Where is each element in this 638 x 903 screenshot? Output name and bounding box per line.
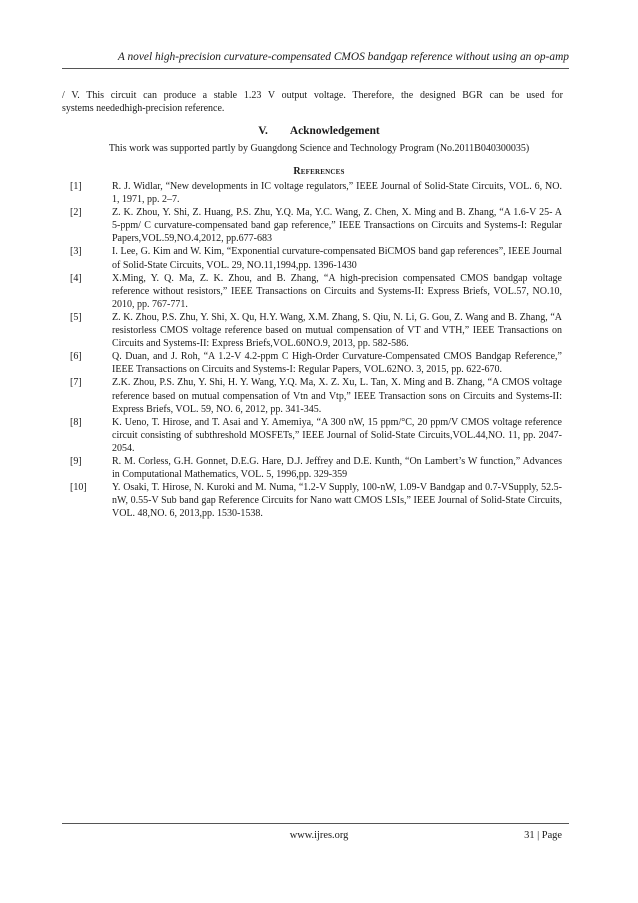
reference-list: [62, 180, 562, 520]
reference-item: [62, 311, 562, 350]
reference-item: [62, 455, 562, 481]
footer-rule: [62, 823, 569, 824]
body-line: systems neededhigh-precision reference.: [62, 103, 225, 115]
reference-text: X.Ming, Y. Q. Ma, Z. K. Zhou, and B. Zhang, “A high-precision compensated CMOS bandgap voltage reference without resistors,” IEEE Transactions on Circuits and Systems-II: Express Briefs, VOL.57, NO.10, 2010, pp. 767-771.: [112, 272, 562, 310]
section-heading-acknowledgement: [0, 125, 638, 138]
body-paragraph: [62, 89, 563, 115]
references-heading: References: [293, 166, 345, 177]
reference-item: [62, 376, 562, 415]
acknowledgement-text: This work was supported partly by Guangdong Science and Technology Program (No.2011B040300035): [108, 143, 530, 154]
reference-item: [62, 350, 562, 376]
reference-item: [62, 206, 562, 245]
reference-number: [3]: [70, 246, 82, 258]
reference-item: [62, 481, 562, 520]
reference-item: [62, 180, 562, 206]
section-title: Acknowledgement: [289, 125, 380, 137]
section-number: V.: [258, 125, 268, 137]
reference-number: [4]: [70, 272, 82, 284]
reference-text: Z. K. Zhou, P.S. Zhu, Y. Shi, X. Qu, H.Y. Wang, X.M. Zhang, S. Qiu, N. Li, G. Gou, Z. Wang and B. Zhang, “A resistorless CMOS voltage reference based on mutual compensation of VT and VTH,” IEEE Transactions on Circuits and Systems-II: Express Briefs,VOL.60NO.9, 2013, pp. 582-586.: [112, 311, 562, 350]
reference-number: [8]: [70, 416, 82, 428]
reference-number: [1]: [70, 181, 82, 192]
reference-number: [2]: [70, 207, 82, 219]
body-line: / V. This circuit can produce a stable 1.23 V output voltage. Therefore, the designed BGR can be used for: [62, 90, 563, 101]
reference-text: Y. Osaki, T. Hirose, N. Kuroki and M. Numa, “1.2-V Supply, 100-nW, 1.09-V Bandgap and 0.7-VSupply, 52.5-nW, 0.55-V Sub band gap Reference Circuits for Nano watt CMOS LSIs,” IEEE Journal of Solid-State Circuits, VOL. 48,NO. 6, 2013,pp. 1530-1538.: [112, 482, 562, 520]
reference-number: [9]: [70, 455, 82, 467]
reference-number: [7]: [70, 377, 82, 389]
reference-number: [5]: [70, 311, 82, 323]
reference-item: [62, 416, 562, 455]
reference-item: [62, 245, 562, 271]
running-head: A novel high-precision curvature-compensated CMOS bandgap reference without using an op-amp: [117, 51, 569, 63]
reference-number: [10]: [70, 482, 87, 494]
reference-text: Z. K. Zhou, Y. Shi, Z. Huang, P.S. Zhu, Y.Q. Ma, Y.C. Wang, Z. Chen, X. Ming and B. Zhang, “A 1.6-V 25- A 5-ppm/ C curvature-compensated band gap reference,” IEEE Transactions on Circuits and Systems-I: Regular Papers,VOL.59,NO.4,2012, pp.677-683: [112, 207, 562, 245]
footer-website: www.ijres.org: [289, 830, 349, 841]
reference-text: K. Ueno, T. Hirose, and T. Asai and Y. Amemiya, “A 300 nW, 15 ppm/°C, 20 ppm/V CMOS voltage reference circuit consisting of subthreshold MOSFETs,” IEEE Journal of Solid-State Circuits,VOL.44,NO. 11, pp. 2047-2054.: [112, 416, 562, 454]
reference-text: R. J. Widlar, “New developments in IC voltage regulators,” IEEE Journal of Solid-State Circuits, VOL. 6, NO. 1, 1971, pp. 2–7.: [112, 181, 562, 206]
reference-item: [62, 272, 562, 311]
reference-number: [6]: [70, 351, 82, 363]
reference-text: Q. Duan, and J. Roh, “A 1.2-V 4.2-ppm C High-Order Curvature-Compensated CMOS Bandgap Reference,” IEEE Transactions on Circuits and Systems-I: Regular Papers, VOL.62NO. 3, 2015, pp. 622-670.: [112, 351, 562, 376]
reference-text: R. M. Corless, G.H. Gonnet, D.E.G. Hare, D.J. Jeffrey and D.E. Kunth, “On Lambert’s W function,” Advances in Computational Mathematics, VOL. 5, 1996,pp. 329-359: [112, 455, 562, 481]
header-rule: [62, 68, 569, 69]
reference-text: I. Lee, G. Kim and W. Kim, “Exponential curvature-compensated BiCMOS band gap references”, IEEE Journal of Solid-State Circuits, VOL. 29, NO.11,1994,pp. 1396-1430: [112, 246, 562, 271]
reference-text: Z.K. Zhou, P.S. Zhu, Y. Shi, H. Y. Wang, Y.Q. Ma, X. Z. Xu, L. Tan, X. Ming and B. Zhang, “A CMOS voltage reference based on mutual compensation of Vtn and Vtp,” IEEE Transaction sons on Circuits and Systems-II: Express Briefs, VOL. 59, NO. 6, 2012, pp. 341-345.: [112, 377, 562, 415]
page-number: 31 | Page: [524, 830, 562, 841]
